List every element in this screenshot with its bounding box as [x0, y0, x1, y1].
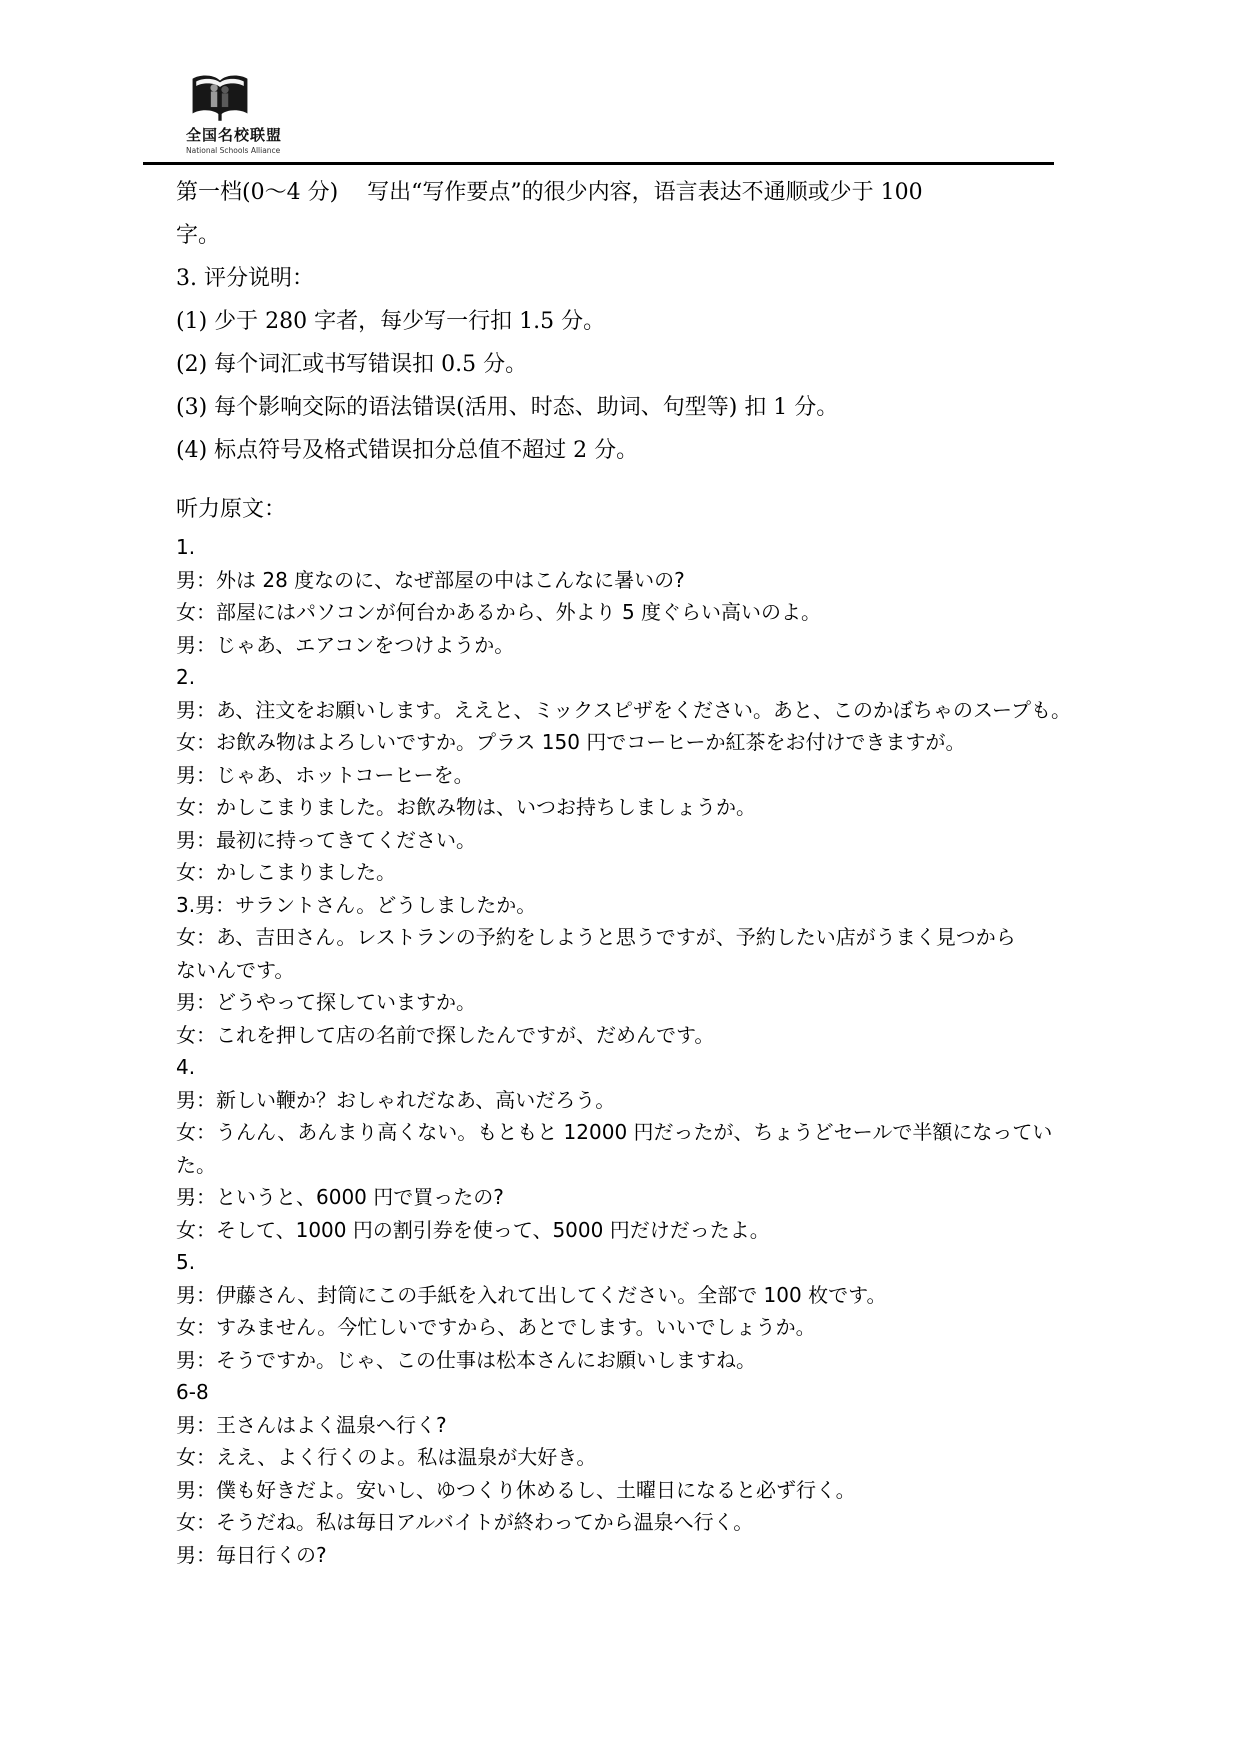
- transcript-line: 男：じゃあ、エアコンをつけようか。: [176, 632, 515, 657]
- transcript-line: 男：新しい鞭か？おしゃれだなあ、高いだろう。: [176, 1087, 616, 1112]
- transcript-line: 男：伊藤さん、封筒にこの手紙を入れて出してください。全部で 100 枚です。: [176, 1282, 887, 1307]
- transcript-line: 男：外は 28 度なのに、なぜ部屋の中はこんなに暑いの?: [176, 567, 685, 592]
- logo-title: 全国名校联盟: [186, 126, 283, 144]
- transcript-line: 男：王さんはよく温泉へ行く?: [176, 1412, 447, 1437]
- page-content: [0, 171, 1241, 1571]
- transcript-line: 男：そうですか。じゃ、この仕事は松本さんにお願いしますね。: [176, 1347, 756, 1372]
- scoring-line: 第一档(0～4 分) 写出“写作要点”的很少内容，语言表达不通顺或少于 100: [176, 180, 923, 205]
- transcript-line: 女：お飲み物はよろしいですか。プラス 150 円でコーヒーか紅茶をお付けできますが。: [176, 730, 966, 754]
- logo-subtitle: National Schools Alliance: [186, 146, 281, 155]
- transcript-line: 男：というと、6000 円で買ったの?: [176, 1185, 504, 1209]
- transcript-line: 3.男：サラントさん。どうしましたか。: [176, 892, 537, 917]
- transcript-line: 女：うんん、あんまり高くない。もともと 12000 円だったが、ちょうどセールで半額になってい: [176, 1120, 1053, 1144]
- transcript-line: ないんです。: [176, 957, 295, 982]
- transcript-line: 男：毎日行くの?: [176, 1542, 327, 1567]
- open-book-icon: [186, 72, 306, 122]
- header: [0, 0, 1241, 155]
- transcript-line: 女：そして、1000 円の割引券を使って、5000 円だけだったよ。: [176, 1217, 770, 1242]
- transcript-line: 女：すみません。今忙しいですから、あとでします。いいでしょうか。: [176, 1315, 816, 1339]
- scoring-line: 字。: [176, 223, 221, 248]
- scoring-line: (2) 每个词汇或书写错误扣 0.5 分。: [176, 352, 528, 377]
- transcript-line: 6-8: [176, 1380, 209, 1404]
- transcript-line: 男：あ、注文をお願いします。ええと、ミックスピザをください。あと、このかぼちゃのスープも。: [176, 697, 1071, 722]
- transcript-heading: 听力原文：: [176, 497, 287, 522]
- transcript-line: 女：そうだね。私は毎日アルバイトが終わってから温泉へ行く。: [176, 1510, 754, 1534]
- transcript-line: 男：最初に持ってきてください。: [176, 827, 476, 852]
- transcript-line: 女：あ、吉田さん。レストランの予約をしようと思うですが、予約したい店がうまく見つから: [176, 925, 1016, 949]
- transcript-line: 5.: [176, 1250, 196, 1274]
- transcript-line: 男：どうやって探していますか。: [176, 990, 476, 1014]
- scoring-line: (3) 每个影响交际的语法错误(活用、时态、助词、句型等) 扣 1 分。: [176, 395, 839, 420]
- scoring-line: 3. 评分说明：: [176, 266, 314, 291]
- logo: [186, 72, 306, 155]
- transcript-line: 1.: [176, 535, 196, 559]
- scoring-line: (1) 少于 280 字者，每少写一行扣 1.5 分。: [176, 309, 606, 334]
- transcript-section: [176, 531, 1241, 1571]
- scoring-section: [176, 171, 1241, 472]
- transcript-line: 女：ええ、よく行くのよ。私は温泉が大好き。: [176, 1445, 597, 1469]
- transcript-line: 女：これを押して店の名前で探したんですが、だめんです。: [176, 1022, 715, 1047]
- transcript-line: 女：かしこまりました。お飲み物は、いつお持ちしましょうか。: [176, 795, 756, 819]
- transcript-line: 4.: [176, 1055, 196, 1079]
- transcript-line: 男：じゃあ、ホットコーヒーを。: [176, 762, 474, 787]
- transcript-line: 女：部屋にはパソコンが何台かあるから、外より 5 度ぐらい高いのよ。: [176, 600, 822, 624]
- transcript-line: 女：かしこまりました。: [176, 860, 396, 884]
- transcript-line: 2.: [176, 665, 196, 689]
- transcript-line: 男：僕も好きだよ。安いし、ゆつくり休めるし、土曜日になると必ず行く。: [176, 1477, 856, 1502]
- header-divider: [143, 162, 1054, 165]
- scoring-line: (4) 标点符号及格式错误扣分总值不超过 2 分。: [176, 438, 639, 463]
- transcript-line: た。: [176, 1152, 216, 1177]
